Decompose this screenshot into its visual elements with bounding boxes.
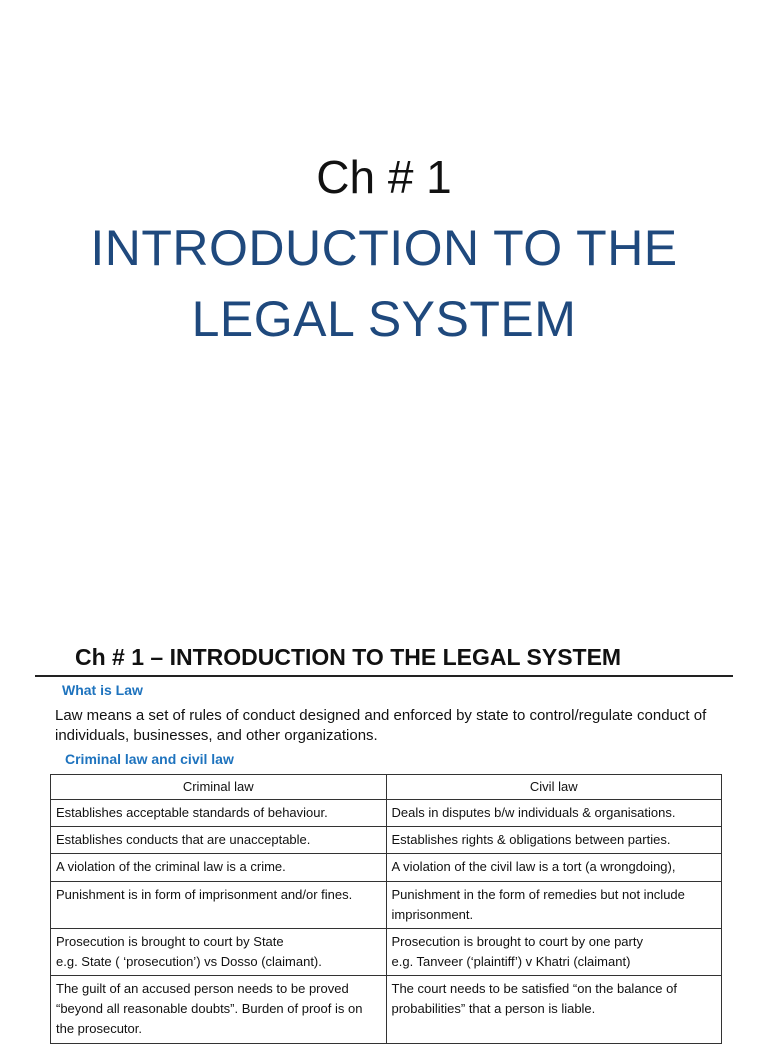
table-row — [51, 881, 722, 928]
table-cell: Establishes conducts that are unacceptable. — [51, 827, 387, 854]
table-row — [51, 827, 722, 854]
column-header-criminal: Criminal law — [51, 775, 387, 800]
title-slide — [0, 150, 768, 355]
table-cell: Punishment is in form of imprisonment and/or fines. — [51, 881, 387, 928]
table-cell: Prosecution is brought to court by one party e.g. Tanveer (‘plaintiff’) v Khatri (claimant) — [386, 928, 722, 975]
table-row — [51, 854, 722, 881]
what-is-law-heading: What is Law — [62, 682, 143, 698]
slide-title-line-1: INTRODUCTION TO THE — [90, 220, 678, 277]
table-cell: Deals in disputes b/w individuals & organisations. — [386, 800, 722, 827]
table-cell: A violation of the criminal law is a crime. — [51, 854, 387, 881]
table-cell: Prosecution is brought to court by State e.g. State ( ‘prosecution’) vs Dosso (claimant). — [51, 928, 387, 975]
comparison-table — [50, 774, 722, 1044]
table-cell: The guilt of an accused person needs to be proved “beyond all reasonable doubts”. Burden of proof is on the prosecutor. — [51, 976, 387, 1043]
table-cell: Establishes rights & obligations between parties. — [386, 827, 722, 854]
table-row — [51, 928, 722, 975]
criminal-civil-heading: Criminal law and civil law — [65, 751, 234, 767]
table-cell: The court needs to be satisfied “on the balance of probabilities” that a person is liable. — [386, 976, 722, 1043]
table-cell: Establishes acceptable standards of behaviour. — [51, 800, 387, 827]
heading-divider — [35, 675, 733, 677]
slide-title-line-2: LEGAL SYSTEM — [191, 291, 577, 348]
slide-title — [0, 213, 768, 355]
document-heading: Ch # 1 – INTRODUCTION TO THE LEGAL SYSTEM — [75, 644, 622, 670]
chapter-label: Ch # 1 — [316, 151, 452, 203]
column-header-civil: Civil law — [386, 775, 722, 800]
law-definition: Law means a set of rules of conduct designed and enforced by state to control/regulate conduct of individuals, businesses, and other organizations. — [55, 707, 707, 745]
table-row — [51, 800, 722, 827]
table-row — [51, 976, 722, 1043]
table-header-row — [51, 775, 722, 800]
table-cell: Punishment in the form of remedies but not include imprisonment. — [386, 881, 722, 928]
table-cell: A violation of the civil law is a tort (a wrongdoing), — [386, 854, 722, 881]
